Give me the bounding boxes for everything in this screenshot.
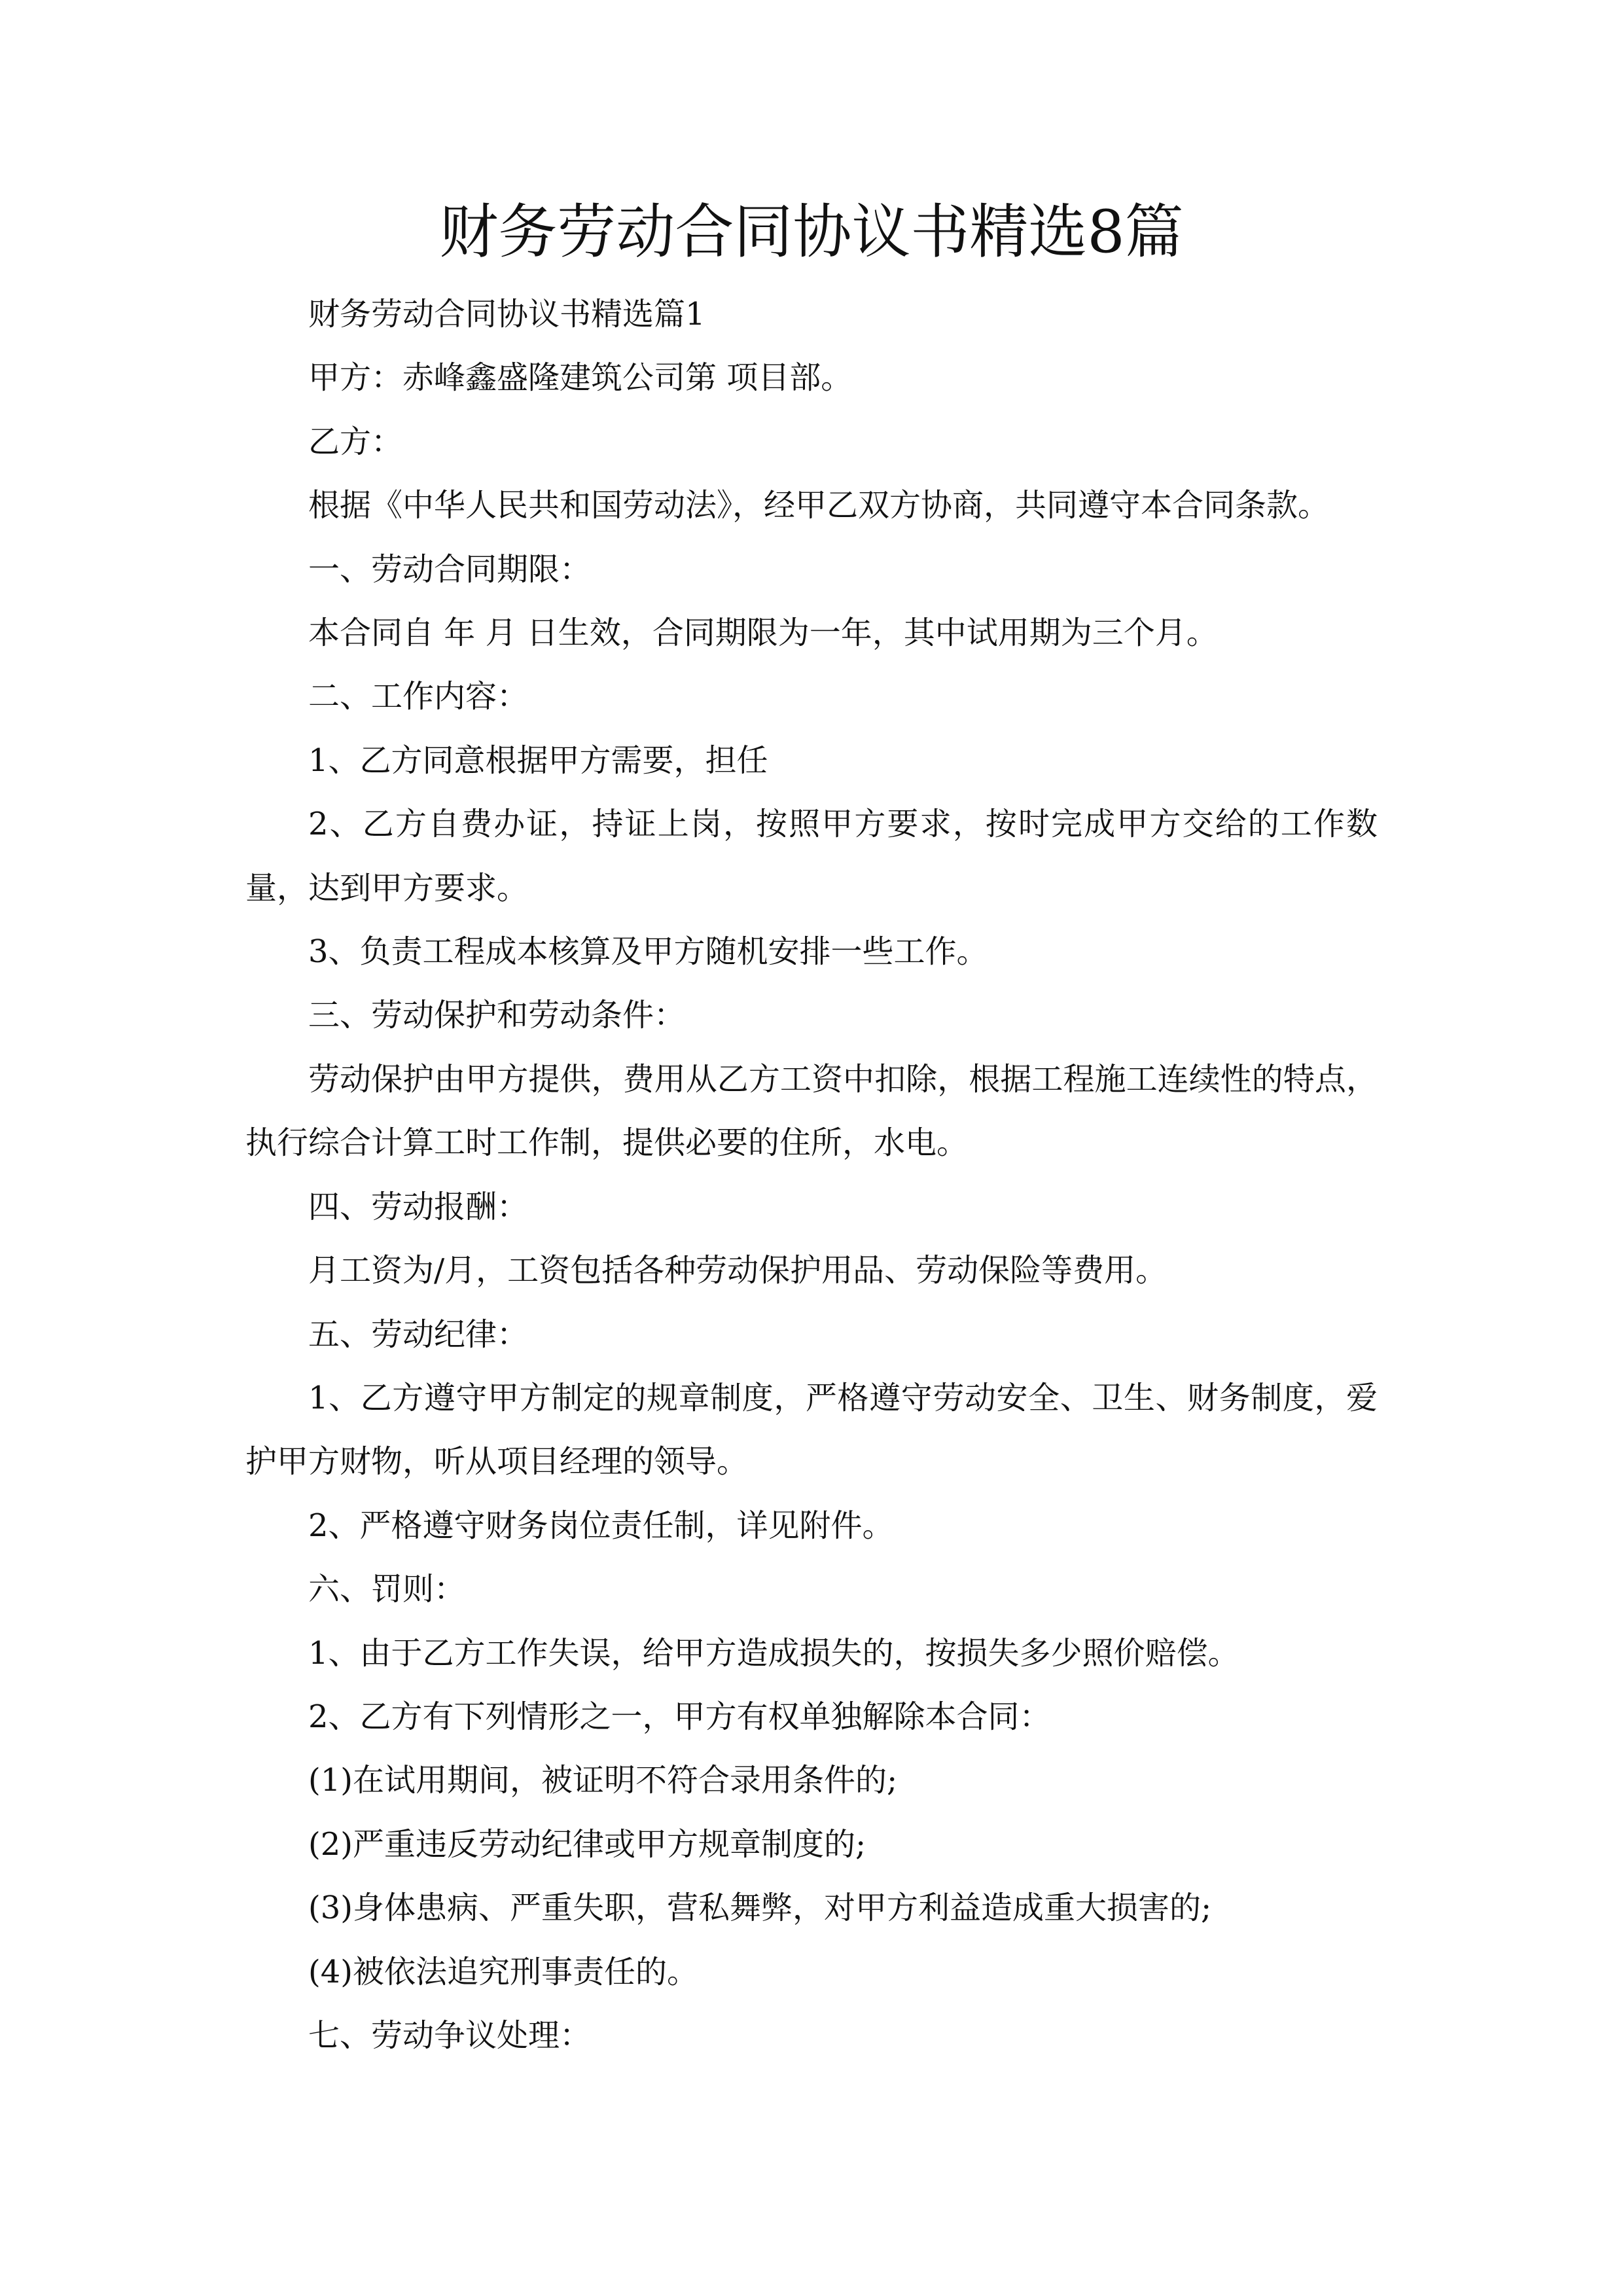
paragraph: 三、劳动保护和劳动条件：	[308, 997, 686, 1034]
paragraph: 二、工作内容：	[308, 678, 529, 715]
paragraph: 2、乙方自费办证，持证上岗，按照甲方要求，按时完成甲方交给的工作数量，达到甲方要求。	[245, 806, 1378, 906]
paragraph: 2、严格遵守财务岗位责任制，详见附件。	[308, 1507, 894, 1544]
paragraph: 一、劳动合同期限：	[308, 550, 592, 588]
paragraph: 甲方：赤峰鑫盛隆建筑公司第 项目部。	[308, 359, 853, 397]
paragraph: 六、罚则：	[308, 1571, 466, 1608]
document-title: 财务劳动合同协议书精选8篇	[439, 198, 1184, 266]
paragraph: (2)严重违反劳动纪律或甲方规章制度的;	[308, 1825, 866, 1863]
paragraph: 五、劳动纪律：	[308, 1316, 529, 1353]
paragraph: 3、负责工程成本核算及甲方随机安排一些工作。	[308, 933, 988, 971]
paragraph: 1、由于乙方工作失误，给甲方造成损失的，按损失多少照价赔偿。	[308, 1634, 1240, 1672]
paragraph: (3)身体患病、严重失职，营私舞弊，对甲方利益造成重大损害的;	[308, 1890, 1212, 1927]
paragraph: (4)被依法追究刑事责任的。	[308, 1953, 698, 1990]
paragraph: 根据《中华人民共和国劳动法》，经甲乙双方协商，共同遵守本合同条款。	[308, 487, 1330, 524]
paragraph: 四、劳动报酬：	[308, 1188, 529, 1225]
paragraph: 乙方：	[308, 423, 403, 460]
paragraph: 财务劳动合同协议书精选篇1	[308, 296, 705, 332]
paragraph: 月工资为/月，工资包括各种劳动保护用品、劳动保险等费用。	[308, 1252, 1168, 1289]
paragraph: 本合同自 年 月 日生效，合同期限为一年，其中试用期为三个月。	[308, 615, 1218, 652]
paragraph: 劳动保护由甲方提供，费用从乙方工资中扣除，根据工程施工连续性的特点，执行综合计算工时工作制，提供必要的住所，水电。	[245, 1060, 1378, 1162]
paragraph: 1、乙方同意根据甲方需要，担任	[308, 742, 768, 779]
paragraph: 七、劳动争议处理：	[308, 2017, 592, 2054]
paragraph: 1、乙方遵守甲方制定的规章制度，严格遵守劳动安全、卫生、财务制度，爱护甲方财物，听从项目经理的领导。	[245, 1379, 1378, 1480]
paragraph: 2、乙方有下列情形之一，甲方有权单独解除本合同：	[308, 1698, 1051, 1735]
document-body	[245, 283, 1378, 2068]
paragraph: (1)在试用期间，被证明不符合录用条件的;	[308, 1762, 898, 1799]
